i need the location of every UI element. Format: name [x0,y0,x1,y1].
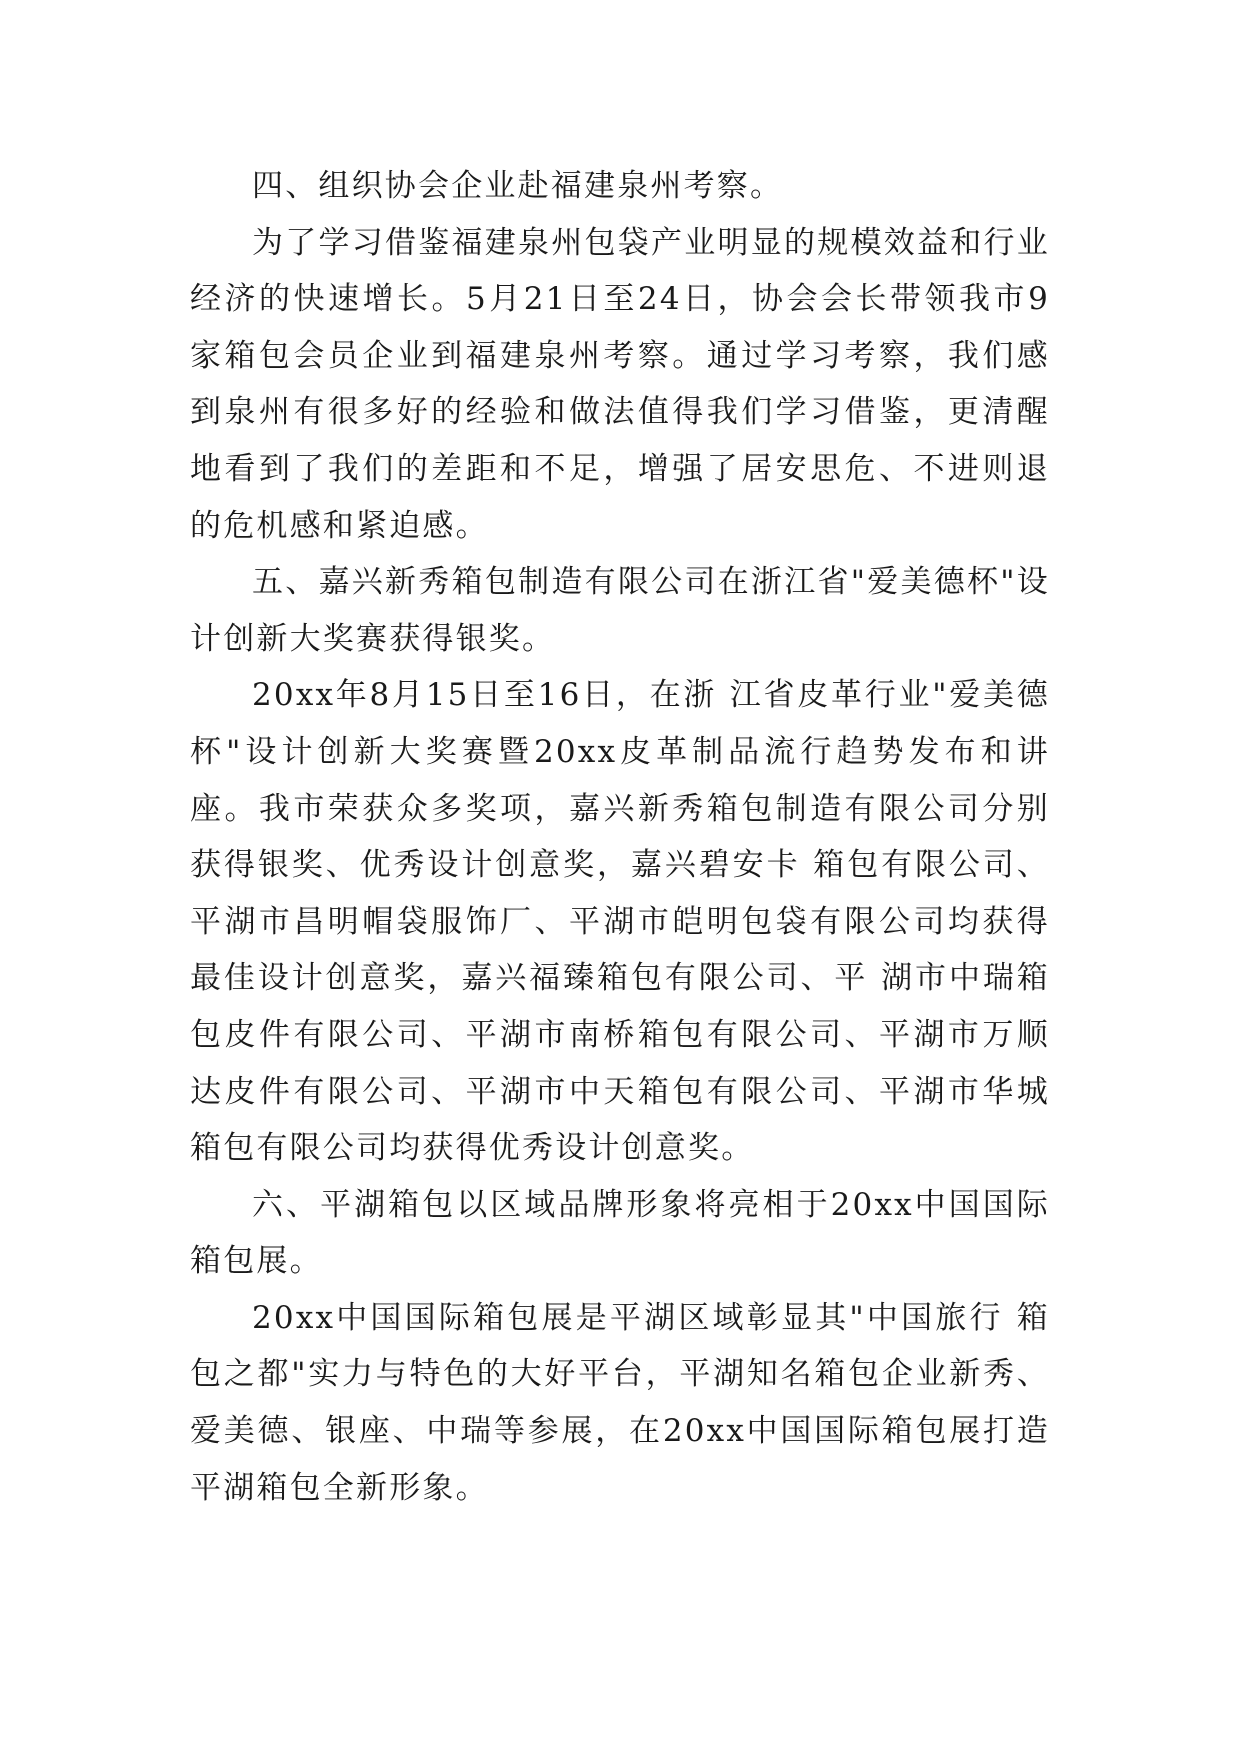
heading-section-6: 六、平湖箱包以区域品牌形象将亮相于20xx中国国际箱包展。 [190,1186,1050,1280]
paragraph-design-awards: 20xx年8月15日至16日，在浙 江省皮革行业"爱美德杯"设计创新大奖赛暨20xx皮革制品流行趋势发布和讲座。我市荣获众多奖项，嘉兴新秀箱包制造有限公司分别获得银奖、优秀设计创意奖，嘉兴碧安卡 箱包有限公司、平湖市昌明帽袋服饰厂、平湖市皑明包袋有限公司均获得最佳设计创意奖，嘉兴福臻箱包有限公司、平 湖市中瑞箱包皮件有限公司、平湖市南桥箱包有限公司、平湖市万顺达皮件有限公司、平湖市中天箱包有限公司、平湖市华城箱包有限公司均获得优秀设计创意奖。 [190,677,1050,1167]
heading-section-4: 四、组织协会企业赴福建泉州考察。 [252,168,784,204]
heading-section-5: 五、嘉兴新秀箱包制造有限公司在浙江省"爱美德杯"设计创新大奖赛获得银奖。 [190,564,1050,657]
document-body [190,158,1050,1516]
paragraph-quanzhou-visit: 为了学习借鉴福建泉州包袋产业明显的规模效益和行业经济的快速增长。5月21日至24日，协会会长带领我市9家箱包会员企业到福建泉州考察。通过学习考察，我们感到泉州有很多好的经验和做法值得我们学习借鉴，更清醒地看到了我们的差距和不足，增强了居安思危、不进则退的危机感和紧迫感。 [190,224,1050,544]
paragraph-luggage-expo: 20xx中国国际箱包展是平湖区域彰显其"中国旅行 箱包之都"实力与特色的大好平台，平湖知名箱包企业新秀、爱美德、银座、中瑞等参展，在20xx中国国际箱包展打造平湖箱包全新形象。 [190,1299,1050,1506]
